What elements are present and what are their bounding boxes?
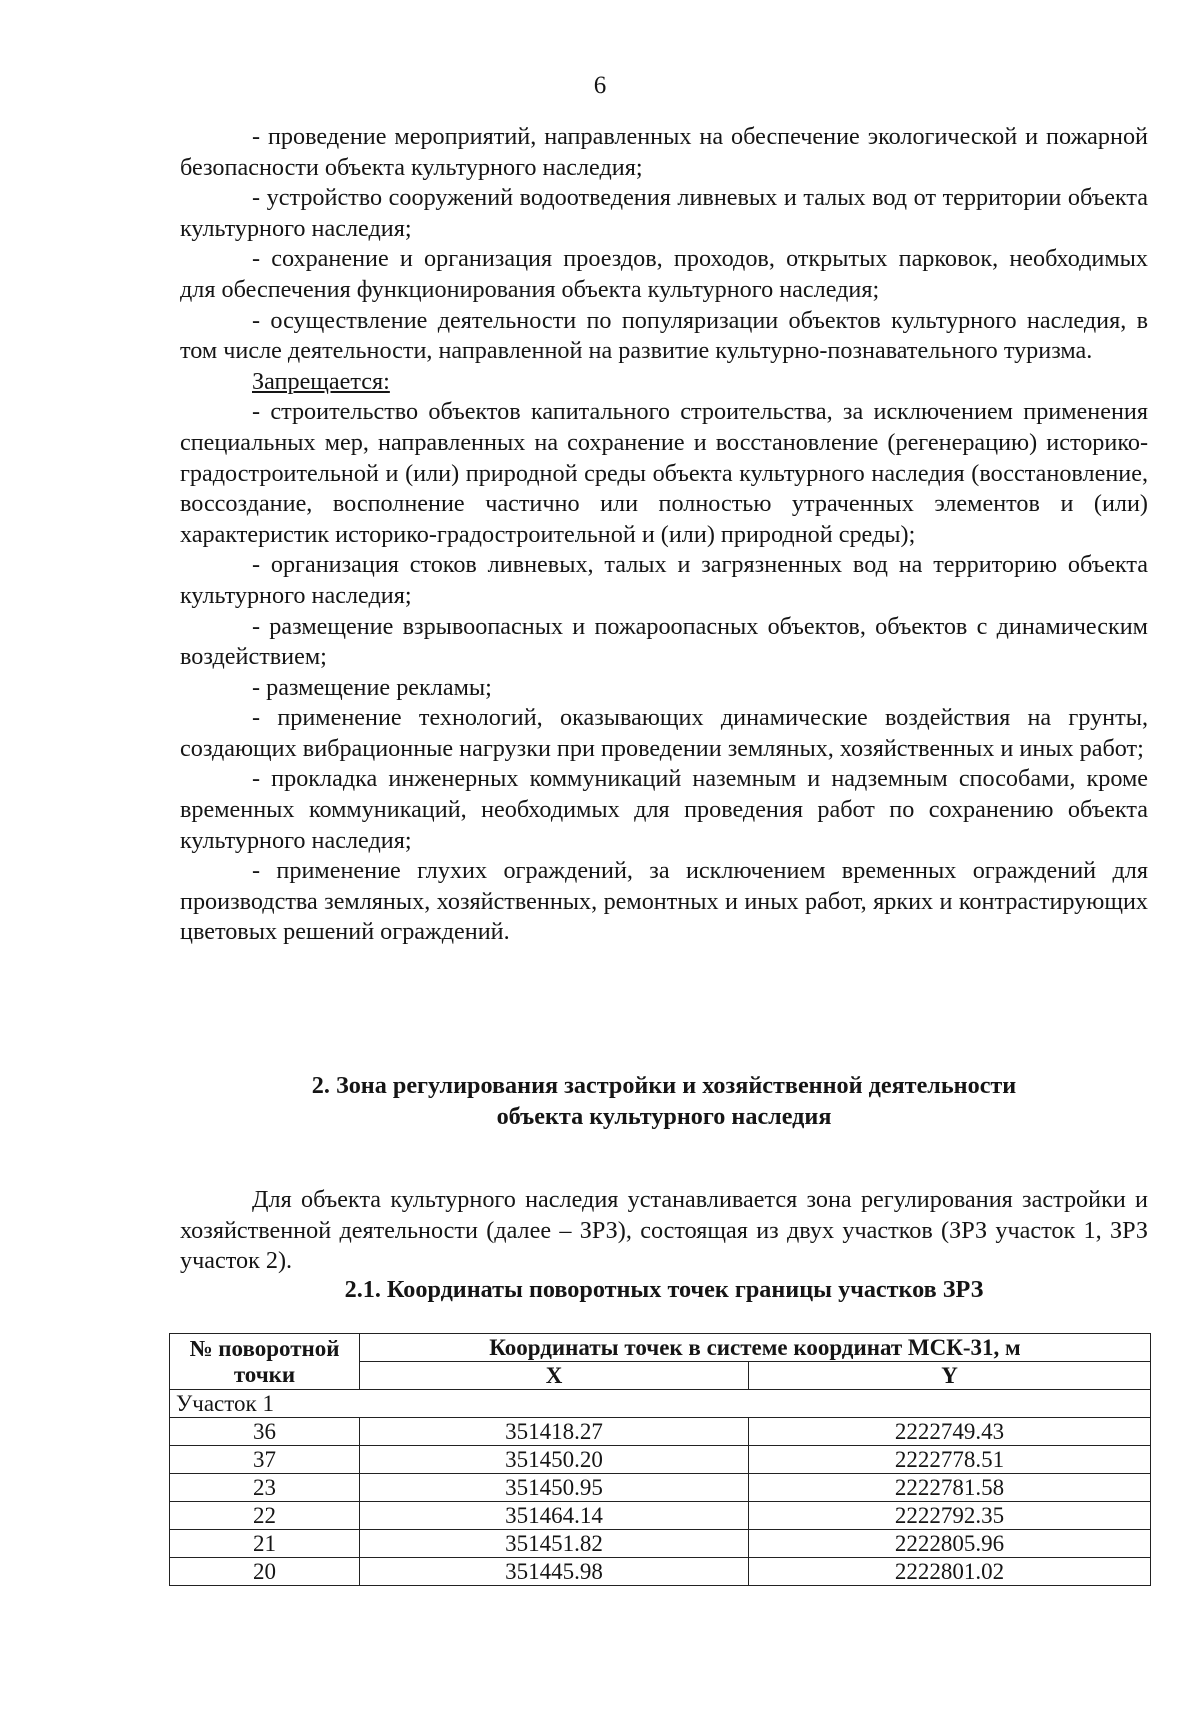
allowed-item: - осуществление деятельности по популяризации объектов культурного наследия, в том числе деятельности, направленной на развитие культурно-познавательного туризма. (180, 306, 1148, 365)
table-caption: 2.1. Координаты поворотных точек границы участков ЗРЗ (344, 1276, 984, 1303)
table-row (170, 1530, 1151, 1558)
document-body (180, 122, 1148, 948)
cell-y: 2222778.51 (749, 1446, 1151, 1474)
section-row (170, 1390, 1151, 1418)
cell-x: 351450.95 (360, 1474, 749, 1502)
section-title-line2: объекта культурного наследия (496, 1102, 832, 1130)
forbidden-item: - размещение рекламы; (252, 673, 492, 701)
cell-x: 351451.82 (360, 1530, 749, 1558)
forbidden-item: - организация стоков ливневых, талых и загрязненных вод на территорию объекта культурного наследия; (180, 551, 1148, 609)
cell-x: 351445.98 (360, 1558, 749, 1586)
cell-y: 2222805.96 (749, 1530, 1151, 1558)
forbidden-item: - строительство объектов капитального строительства, за исключением применения специальных мер, направленных на сохранение и восстановление (регенерацию) историко-градостроительной и (или) природной среды объекта культурного наследия (восстановление, воссоздание, восполнение частично или полностью утраченных элементов и (или) характеристик историко-градостроительной и (или) природной среды); (180, 398, 1148, 548)
cell-point: 20 (170, 1558, 360, 1586)
cell-point: 21 (170, 1530, 360, 1558)
table-row (170, 1502, 1151, 1530)
table-row (170, 1558, 1151, 1586)
cell-point: 23 (170, 1474, 360, 1502)
header-point (170, 1334, 360, 1390)
header-y: Y (749, 1362, 1151, 1390)
forbidden-heading-text: Запрещается: (252, 367, 390, 395)
cell-point: 36 (170, 1418, 360, 1446)
page-number: 6 (593, 72, 607, 99)
cell-y: 2222749.43 (749, 1418, 1151, 1446)
section-title-line1: 2. Зона регулирования застройки и хозяйственной деятельности (311, 1072, 1017, 1099)
table-header-row (170, 1334, 1151, 1362)
table-row (170, 1474, 1151, 1502)
cell-x: 351418.27 (360, 1418, 749, 1446)
section-label: Участок 1 (170, 1390, 1151, 1418)
header-point-line2: точки (233, 1361, 296, 1387)
header-x: X (360, 1362, 749, 1390)
cell-y: 2222792.35 (749, 1502, 1151, 1530)
allowed-item: - сохранение и организация проездов, проходов, открытых парковок, необходимых для обеспечения функционирования объекта культурного наследия; (180, 245, 1148, 303)
header-coords: Координаты точек в системе координат МСК-31, м (360, 1334, 1151, 1362)
forbidden-item: - применение технологий, оказывающих динамические воздействия на грунты, создающих вибрационные нагрузки при проведении земляных, хозяйственных и иных работ; (180, 704, 1148, 762)
section-paragraph: Для объекта культурного наследия устанавливается зона регулирования застройки и хозяйственной деятельности (далее – ЗРЗ), состоящая из двух участков (ЗРЗ участок 1, ЗРЗ участок 2). (180, 1186, 1148, 1275)
forbidden-item: - прокладка инженерных коммуникаций наземным и надземным способами, кроме временных коммуникаций, необходимых для проведения работ по сохранению объекта культурного наследия; (180, 765, 1148, 854)
header-point-line1: № поворотной (189, 1335, 340, 1361)
section-title (180, 1071, 1148, 1132)
cell-y: 2222781.58 (749, 1474, 1151, 1502)
cell-x: 351450.20 (360, 1446, 749, 1474)
forbidden-item: - размещение взрывоопасных и пожароопасных объектов, объектов с динамическим воздействием; (180, 612, 1148, 671)
cell-x: 351464.14 (360, 1502, 749, 1530)
forbidden-heading (180, 367, 1148, 398)
forbidden-item: - применение глухих ограждений, за исключением временных ограждений для производства земляных, хозяйственных, ремонтных и иных работ, ярких и контрастирующих цветовых решений ограждений. (180, 857, 1148, 946)
allowed-item: - проведение мероприятий, направленных на обеспечение экологической и пожарной безопасности объекта культурного наследия; (180, 123, 1148, 181)
cell-point: 37 (170, 1446, 360, 1474)
coordinates-table (169, 1333, 1151, 1586)
table-row (170, 1446, 1151, 1474)
table-row (170, 1418, 1151, 1446)
cell-y: 2222801.02 (749, 1558, 1151, 1586)
allowed-item: - устройство сооружений водоотведения ливневых и талых вод от территории объекта культурного наследия; (180, 184, 1148, 242)
cell-point: 22 (170, 1502, 360, 1530)
